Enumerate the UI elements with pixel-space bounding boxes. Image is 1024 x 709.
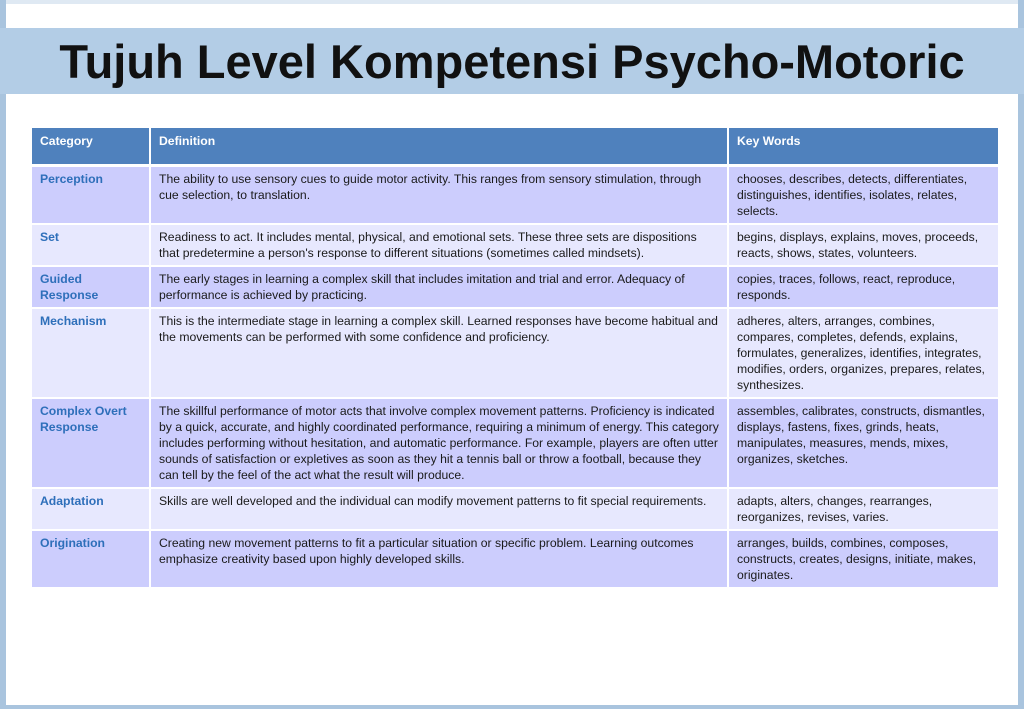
header-row <box>32 128 998 166</box>
row-category: Perception <box>32 166 150 225</box>
table-row <box>32 224 998 266</box>
table-row <box>32 488 998 530</box>
row-definition: Creating new movement patterns to fit a particular situation or specific problem. Learning outcomes emphasize creativity based upon highly developed skills. <box>150 530 728 588</box>
table-row <box>32 398 998 488</box>
row-key-words: copies, traces, follows, react, reproduce, responds. <box>728 266 998 308</box>
table-row <box>32 166 998 225</box>
row-category: Mechanism <box>32 308 150 398</box>
row-definition: Skills are well developed and the individual can modify movement patterns to fit special requirements. <box>150 488 728 530</box>
table-row <box>32 530 998 588</box>
row-definition: The early stages in learning a complex skill that includes imitation and trial and error. Adequacy of performance is achieved by practicing. <box>150 266 728 308</box>
slide-frame-top <box>0 0 1024 4</box>
row-key-words: chooses, describes, detects, differentiates, distinguishes, identifies, isolates, relates, selects. <box>728 166 998 225</box>
title-band <box>0 28 1024 94</box>
table-row <box>32 308 998 398</box>
row-key-words: adheres, alters, arranges, combines, compares, completes, defends, explains, formulates, generalizes, identifies, integrates, modifies, orders, organizes, prepares, relates, synthesizes. <box>728 308 998 398</box>
competency-table-container <box>32 128 998 589</box>
row-category: Origination <box>32 530 150 588</box>
table-header <box>32 128 998 166</box>
competency-table <box>32 128 998 589</box>
row-category: Guided Response <box>32 266 150 308</box>
header-definition: Definition <box>150 128 728 166</box>
row-definition: Readiness to act. It includes mental, physical, and emotional sets. These three sets are dispositions that predetermine a person's response to different situations (sometimes called mindsets). <box>150 224 728 266</box>
slide-frame-bottom <box>0 705 1024 709</box>
row-key-words: arranges, builds, combines, composes, constructs, creates, designs, initiate, makes, originates. <box>728 530 998 588</box>
row-key-words: begins, displays, explains, moves, proceeds, reacts, shows, states, volunteers. <box>728 224 998 266</box>
row-definition: This is the intermediate stage in learning a complex skill. Learned responses have become habitual and the movements can be performed with some confidence and proficiency. <box>150 308 728 398</box>
table-body <box>32 166 998 589</box>
slide-frame-right <box>1018 0 1024 709</box>
slide-title: Tujuh Level Kompetensi Psycho-Motoric <box>59 34 965 88</box>
slide-frame-left <box>0 0 6 709</box>
row-key-words: adapts, alters, changes, rearranges, reorganizes, revises, varies. <box>728 488 998 530</box>
header-category: Category <box>32 128 150 166</box>
row-definition: The skillful performance of motor acts that involve complex movement patterns. Proficiency is indicated by a quick, accurate, and highly coordinated performance, requiring a minimum of energy. This category includes performing without hesitation, and automatic performance. For example, players are often utter sounds of satisfaction or expletives as soon as they hit a tennis ball or throw a football, because they can tell by the feel of the act what the result will produce. <box>150 398 728 488</box>
row-definition: The ability to use sensory cues to guide motor activity. This ranges from sensory stimulation, through cue selection, to translation. <box>150 166 728 225</box>
row-key-words: assembles, calibrates, constructs, dismantles, displays, fastens, fixes, grinds, heats, manipulates, measures, mends, mixes, organizes, sketches. <box>728 398 998 488</box>
row-category: Set <box>32 224 150 266</box>
row-category: Adaptation <box>32 488 150 530</box>
row-category: Complex Overt Response <box>32 398 150 488</box>
header-key-words: Key Words <box>728 128 998 166</box>
table-row <box>32 266 998 308</box>
